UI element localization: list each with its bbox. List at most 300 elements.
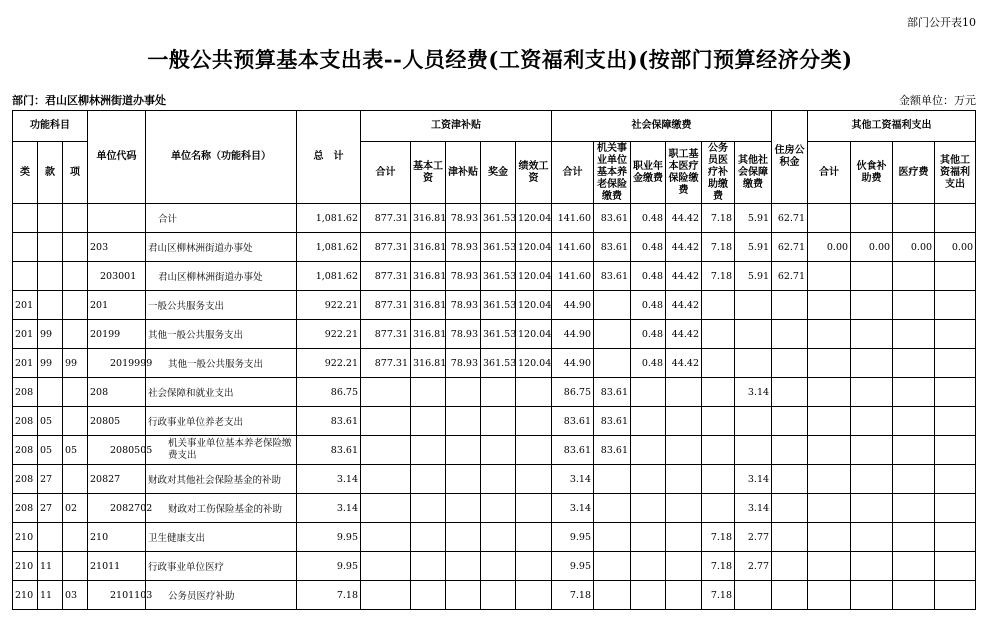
cell-total: 3.14 [297, 494, 361, 523]
cell-ho: 62.71 [772, 262, 808, 291]
table-row [13, 436, 976, 465]
cell-name: 行政事业单位医疗 [146, 552, 297, 581]
cell-an: 0.48 [631, 204, 666, 233]
cell-bw [411, 523, 446, 552]
table-row [13, 291, 976, 320]
cell-an: 0.48 [631, 320, 666, 349]
cell-xiang: 99 [63, 349, 88, 378]
cell-an [631, 494, 666, 523]
cell-ho [772, 581, 808, 610]
cell-os: 5.91 [735, 233, 772, 262]
cell-pw [516, 378, 552, 407]
cell-code: 203001 [88, 262, 146, 291]
cell-ws [361, 465, 411, 494]
cell-xiang [63, 262, 88, 291]
cell-total: 1,081.62 [297, 262, 361, 291]
cell-mf [851, 523, 893, 552]
cell-ws: 877.31 [361, 262, 411, 291]
cell-me: 44.42 [666, 204, 702, 233]
cell-ws [361, 378, 411, 407]
cell-code: 21011 [88, 552, 146, 581]
cell-name: 君山区柳林洲街道办事处 [146, 233, 297, 262]
cell-total: 1,081.62 [297, 204, 361, 233]
cell-ow [935, 494, 976, 523]
cell-ws [361, 436, 411, 465]
cell-bo: 361.53 [481, 233, 516, 262]
cell-me [666, 523, 702, 552]
cell-an: 0.48 [631, 291, 666, 320]
cell-ow [935, 291, 976, 320]
cell-ow [935, 407, 976, 436]
cell-lei: 210 [13, 581, 38, 610]
cell-al [446, 581, 481, 610]
cell-bw [411, 436, 446, 465]
cell-os: 2.77 [735, 523, 772, 552]
cell-me [666, 465, 702, 494]
cell-ho: 62.71 [772, 233, 808, 262]
cell-code: 20199 [88, 320, 146, 349]
cell-ws: 877.31 [361, 349, 411, 378]
cell-ss: 3.14 [552, 494, 594, 523]
cell-an: 0.48 [631, 233, 666, 262]
cell-mf [851, 378, 893, 407]
cell-an [631, 465, 666, 494]
cell-bw [411, 581, 446, 610]
cell-ss: 9.95 [552, 523, 594, 552]
cell-ho [772, 407, 808, 436]
cell-ho [772, 494, 808, 523]
cell-bw: 316.81 [411, 349, 446, 378]
cell-total: 922.21 [297, 349, 361, 378]
cell-bw [411, 552, 446, 581]
cell-me [666, 552, 702, 581]
cell-bo: 361.53 [481, 204, 516, 233]
cell-total: 83.61 [297, 436, 361, 465]
social-sum-header: 合计 [552, 142, 594, 204]
cell-cm [702, 349, 735, 378]
cell-code: 208 [88, 378, 146, 407]
cell-ots [808, 581, 851, 610]
cell-os: 3.14 [735, 378, 772, 407]
cell-lei [13, 204, 38, 233]
cell-pe [594, 291, 631, 320]
cell-ho [772, 465, 808, 494]
annuity-header: 职业年金缴费 [631, 142, 666, 204]
cell-bo [481, 523, 516, 552]
table-row [13, 523, 976, 552]
cell-total: 83.61 [297, 407, 361, 436]
cell-bw: 316.81 [411, 291, 446, 320]
cell-mf [851, 349, 893, 378]
cell-lei: 208 [13, 494, 38, 523]
cell-cm: 7.18 [702, 523, 735, 552]
table-row [13, 494, 976, 523]
cell-xiang [63, 378, 88, 407]
cell-me: 44.42 [666, 291, 702, 320]
cell-code: 2080505 [88, 436, 146, 465]
cell-md [893, 204, 935, 233]
cell-os: 3.14 [735, 494, 772, 523]
cell-ss: 141.60 [552, 233, 594, 262]
cell-code: 2019999 [88, 349, 146, 378]
cell-lei: 208 [13, 465, 38, 494]
cell-ho [772, 349, 808, 378]
cell-ow [935, 465, 976, 494]
func-subject-header: 功能科目 [13, 111, 88, 142]
housing-header: 住房公积金 [772, 111, 808, 204]
cell-bo [481, 378, 516, 407]
cell-name: 财政对工伤保险基金的补助 [146, 494, 297, 523]
cell-ots [808, 407, 851, 436]
cell-xiang [63, 204, 88, 233]
basic-wage-header: 基本工资 [411, 142, 446, 204]
cell-xiang [63, 291, 88, 320]
cell-bo [481, 494, 516, 523]
cell-bw [411, 407, 446, 436]
cell-ss: 3.14 [552, 465, 594, 494]
cell-al [446, 407, 481, 436]
cell-code: 20805 [88, 407, 146, 436]
cell-ow [935, 349, 976, 378]
cell-xiang [63, 407, 88, 436]
cell-total: 922.21 [297, 320, 361, 349]
total-header: 总 计 [297, 111, 361, 204]
cell-pe [594, 320, 631, 349]
cell-ow [935, 552, 976, 581]
cell-lei: 208 [13, 407, 38, 436]
cell-xiang: 05 [63, 436, 88, 465]
cell-me [666, 407, 702, 436]
cell-os: 2.77 [735, 552, 772, 581]
cell-kuan: 05 [38, 436, 63, 465]
cell-ss: 83.61 [552, 436, 594, 465]
cell-name: 行政事业单位养老支出 [146, 407, 297, 436]
cell-name: 君山区柳林洲街道办事处 [146, 262, 297, 291]
cell-lei [13, 262, 38, 291]
cell-ws: 877.31 [361, 291, 411, 320]
cell-me: 44.42 [666, 320, 702, 349]
unit-code-header: 单位代码 [88, 111, 146, 204]
cell-name: 机关事业单位基本养老保险缴费支出 [146, 436, 297, 465]
cell-ho [772, 523, 808, 552]
cell-ots [808, 378, 851, 407]
cell-pe [594, 581, 631, 610]
cell-ots [808, 320, 851, 349]
cell-pw: 120.04 [516, 204, 552, 233]
cell-name: 社会保障和就业支出 [146, 378, 297, 407]
cell-pw: 120.04 [516, 262, 552, 291]
cell-bw: 316.81 [411, 233, 446, 262]
cell-ho [772, 378, 808, 407]
cell-cm: 7.18 [702, 581, 735, 610]
cell-total: 9.95 [297, 552, 361, 581]
bonus-header: 奖金 [481, 142, 516, 204]
cell-cm [702, 436, 735, 465]
table-row [13, 320, 976, 349]
cell-ss: 44.90 [552, 349, 594, 378]
unit-name-header: 单位名称（功能科目） [146, 111, 297, 204]
cell-lei: 201 [13, 320, 38, 349]
cell-me [666, 378, 702, 407]
cell-ots [808, 465, 851, 494]
other-wage-header: 其他工资福利支出 [935, 142, 976, 204]
cell-os: 5.91 [735, 262, 772, 291]
cell-os [735, 349, 772, 378]
cell-al: 78.93 [446, 233, 481, 262]
cell-os [735, 581, 772, 610]
cell-bw [411, 494, 446, 523]
cell-mf [851, 291, 893, 320]
cell-pw: 120.04 [516, 349, 552, 378]
allowance-header: 津补贴 [446, 142, 481, 204]
cell-kuan: 27 [38, 494, 63, 523]
cell-ots [808, 436, 851, 465]
cell-pw [516, 523, 552, 552]
cell-code [88, 204, 146, 233]
cell-cm [702, 465, 735, 494]
cell-ws: 877.31 [361, 204, 411, 233]
cell-ss: 44.90 [552, 320, 594, 349]
cell-code: 210 [88, 523, 146, 552]
table-row [13, 204, 976, 233]
cell-ss: 44.90 [552, 291, 594, 320]
cell-pe: 83.61 [594, 436, 631, 465]
cell-bo: 361.53 [481, 349, 516, 378]
cell-an: 0.48 [631, 262, 666, 291]
cell-name: 其他一般公共服务支出 [146, 320, 297, 349]
cell-bw [411, 378, 446, 407]
cell-xiang: 03 [63, 581, 88, 610]
cell-ots [808, 349, 851, 378]
cell-ots: 0.00 [808, 233, 851, 262]
cell-pe [594, 523, 631, 552]
cell-lei: 208 [13, 436, 38, 465]
cell-ss: 86.75 [552, 378, 594, 407]
cell-pe: 83.61 [594, 204, 631, 233]
cell-cm [702, 291, 735, 320]
cell-bo: 361.53 [481, 291, 516, 320]
cell-mf [851, 320, 893, 349]
cell-cm: 7.18 [702, 552, 735, 581]
social-group-header: 社会保障缴费 [552, 111, 772, 142]
cell-pe [594, 465, 631, 494]
cell-ws [361, 581, 411, 610]
cell-mf [851, 407, 893, 436]
cell-lei: 210 [13, 523, 38, 552]
cell-mf [851, 262, 893, 291]
cell-cm: 7.18 [702, 262, 735, 291]
cell-md [893, 552, 935, 581]
cell-md [893, 523, 935, 552]
cell-bw: 316.81 [411, 204, 446, 233]
cell-ws [361, 523, 411, 552]
cell-kuan [38, 233, 63, 262]
cell-code: 201 [88, 291, 146, 320]
cell-bo [481, 465, 516, 494]
cell-name: 公务员医疗补助 [146, 581, 297, 610]
cell-bo [481, 552, 516, 581]
cell-cm: 7.18 [702, 233, 735, 262]
cell-cm [702, 320, 735, 349]
table-body [13, 204, 976, 610]
cell-me [666, 436, 702, 465]
cell-mf [851, 436, 893, 465]
cell-total: 3.14 [297, 465, 361, 494]
cell-ow [935, 262, 976, 291]
cell-ho: 62.71 [772, 204, 808, 233]
cell-ho [772, 320, 808, 349]
cell-ow [935, 204, 976, 233]
cell-mf: 0.00 [851, 233, 893, 262]
cell-pw: 120.04 [516, 320, 552, 349]
cell-an [631, 436, 666, 465]
cell-pw [516, 407, 552, 436]
other-group-header: 其他工资福利支出 [808, 111, 976, 142]
cell-ots [808, 291, 851, 320]
cell-ss: 83.61 [552, 407, 594, 436]
table-row [13, 349, 976, 378]
page-title: 一般公共预算基本支出表--人员经费(工资福利支出)(按部门预算经济分类) [147, 47, 853, 72]
lei-header: 类 [13, 142, 38, 204]
table-row [13, 407, 976, 436]
cell-pe [594, 494, 631, 523]
cell-kuan: 05 [38, 407, 63, 436]
cell-name: 合计 [146, 204, 297, 233]
cell-pw: 120.04 [516, 291, 552, 320]
cell-xiang [63, 552, 88, 581]
cell-md [893, 465, 935, 494]
cell-ho [772, 291, 808, 320]
cell-me [666, 581, 702, 610]
cell-os: 3.14 [735, 465, 772, 494]
cell-pw: 120.04 [516, 233, 552, 262]
cell-code: 2101103 [88, 581, 146, 610]
cell-an [631, 552, 666, 581]
cell-name: 卫生健康支出 [146, 523, 297, 552]
cell-lei [13, 233, 38, 262]
cell-kuan [38, 291, 63, 320]
cell-total: 9.95 [297, 523, 361, 552]
cell-ho [772, 436, 808, 465]
cell-kuan: 11 [38, 581, 63, 610]
cell-bo [481, 436, 516, 465]
cell-md [893, 378, 935, 407]
cell-bo: 361.53 [481, 320, 516, 349]
cell-md [893, 262, 935, 291]
cell-kuan [38, 378, 63, 407]
table-row [13, 233, 976, 262]
civil-medical-header: 公务员医疗补助缴费 [702, 142, 735, 204]
cell-me: 44.42 [666, 262, 702, 291]
other-sum-header: 合计 [808, 142, 851, 204]
cell-ots [808, 523, 851, 552]
cell-pe [594, 552, 631, 581]
cell-name: 财政对其他社会保险基金的补助 [146, 465, 297, 494]
department-label: 部门：君山区柳林洲街道办事处 [12, 94, 166, 107]
cell-os [735, 291, 772, 320]
perf-wage-header: 绩效工资 [516, 142, 552, 204]
wage-group-header: 工资津补贴 [361, 111, 552, 142]
cell-ss: 141.60 [552, 262, 594, 291]
cell-pe [594, 349, 631, 378]
cell-bw: 316.81 [411, 262, 446, 291]
cell-ow [935, 378, 976, 407]
cell-xiang [63, 233, 88, 262]
cell-lei: 208 [13, 378, 38, 407]
cell-md [893, 407, 935, 436]
cell-pe: 83.61 [594, 262, 631, 291]
cell-cm [702, 407, 735, 436]
cell-ss: 141.60 [552, 204, 594, 233]
cell-md [893, 436, 935, 465]
cell-os [735, 407, 772, 436]
cell-md [893, 349, 935, 378]
cell-ots [808, 204, 851, 233]
cell-md [893, 320, 935, 349]
table-row [13, 262, 976, 291]
cell-xiang [63, 465, 88, 494]
cell-total: 7.18 [297, 581, 361, 610]
cell-name: 其他一般公共服务支出 [146, 349, 297, 378]
med-fee-header: 医疗费 [893, 142, 935, 204]
cell-mf [851, 552, 893, 581]
cell-al: 78.93 [446, 262, 481, 291]
wage-sum-header: 合计 [361, 142, 411, 204]
cell-kuan: 27 [38, 465, 63, 494]
cell-pe: 83.61 [594, 407, 631, 436]
cell-xiang [63, 523, 88, 552]
cell-kuan: 99 [38, 320, 63, 349]
cell-code: 2082702 [88, 494, 146, 523]
cell-lei: 201 [13, 291, 38, 320]
pension-header: 机关事业单位基本养老保险缴费 [594, 142, 631, 204]
cell-xiang: 02 [63, 494, 88, 523]
cell-pw [516, 581, 552, 610]
cell-kuan: 99 [38, 349, 63, 378]
cell-md [893, 291, 935, 320]
cell-ws: 877.31 [361, 320, 411, 349]
cell-kuan [38, 204, 63, 233]
cell-ss: 9.95 [552, 552, 594, 581]
cell-ws [361, 552, 411, 581]
cell-ow [935, 320, 976, 349]
table-row [13, 581, 976, 610]
meal-header: 伙食补助费 [851, 142, 893, 204]
cell-bw: 316.81 [411, 320, 446, 349]
cell-ws [361, 494, 411, 523]
budget-table [12, 110, 976, 610]
cell-kuan [38, 523, 63, 552]
cell-an [631, 407, 666, 436]
cell-bw [411, 465, 446, 494]
cell-kuan [38, 262, 63, 291]
cell-me: 44.42 [666, 349, 702, 378]
cell-pw [516, 465, 552, 494]
cell-name: 一般公共服务支出 [146, 291, 297, 320]
cell-al: 78.93 [446, 291, 481, 320]
cell-bo [481, 407, 516, 436]
cell-os [735, 436, 772, 465]
cell-me: 44.42 [666, 233, 702, 262]
cell-md [893, 581, 935, 610]
cell-cm [702, 494, 735, 523]
cell-mf [851, 494, 893, 523]
cell-mf [851, 465, 893, 494]
cell-bo [481, 581, 516, 610]
cell-al [446, 552, 481, 581]
cell-al [446, 465, 481, 494]
cell-al [446, 494, 481, 523]
